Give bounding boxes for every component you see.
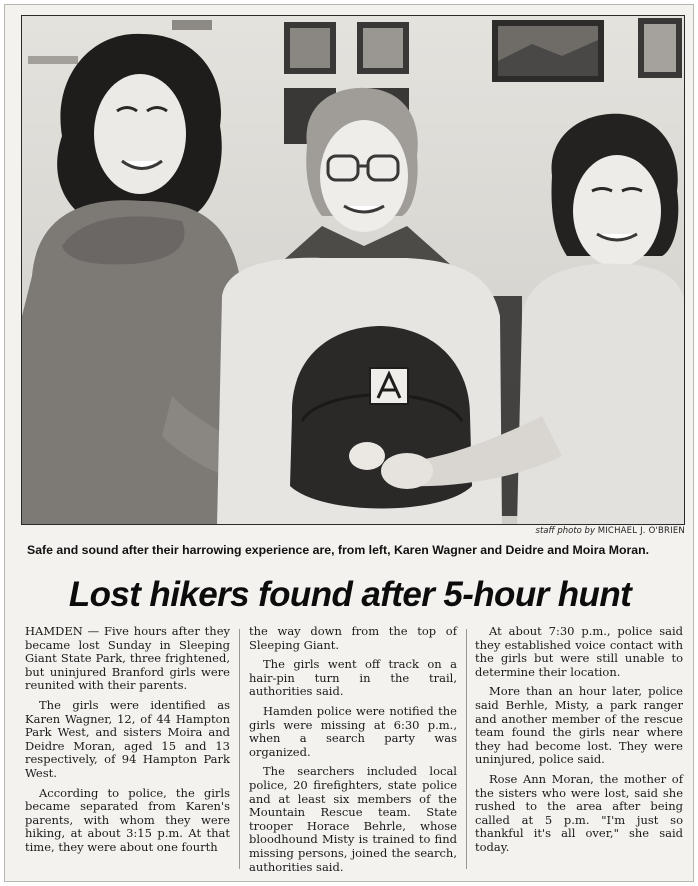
column-divider [466,629,467,869]
article-paragraph: More than an hour later, police said Berhle, Misty, a park ranger and another member of the rescue team found the girls near where they had become lost. They were uninjured, police said. [475,684,683,767]
photo-credit [21,526,685,538]
article-column-2 [249,625,457,880]
article-paragraph: Hamden police were notified the girls were missing at 6:30 p.m., when a search party was organized. [249,703,457,759]
article-paragraph: The searchers included local police, 20 firefighters, state police and at least six members of the Mountain Rescue team. State trooper Horace Behrle, whose bloodhound Misty is trained to find missing persons, joined the search, authorities said. [249,764,457,874]
hand [349,442,385,470]
photo-credit-prefix: staff photo by [535,526,595,536]
article-paragraph: According to police, the girls became separated from Karen's parents, with whom they were hiking, at about 3:15 p.m. At that time, they were about one fourth [25,785,230,854]
photographer-name: MICHAEL J. O'BRIEN [597,526,685,536]
newspaper-clipping [4,4,694,882]
photo-caption: Safe and sound after their harrowing experience are, from left, Karen Wagner and Deidre and Moira Moran. [27,543,650,557]
right-girl-face [573,155,661,267]
wall-frame [290,28,330,68]
article-paragraph: The girls were identified as Karen Wagner, 12, of 44 Hampton Park West, and sisters Moira and Deidre Moran, aged 15 and 13 respectively, of 94 Hampton Park West. [25,697,230,780]
column-divider [239,629,240,869]
article-column-3 [475,625,683,861]
article-column-1 [25,625,230,861]
middle-girl-face [320,120,408,232]
hand [381,453,433,489]
wall-frame [644,24,676,72]
article-paragraph: Rose Ann Moran, the mother of the sisters who were lost, said she rushed to the area after being called at 5 p.m. "I'm just so thankful it's all over," she said today. [475,771,683,854]
article-body [25,625,683,875]
article-paragraph: HAMDEN — Five hours after they became lost Sunday in Sleeping Giant State Park, three frightened, but uninjured Branford girls were reunited with their parents. [25,624,230,693]
right-girl-sweater [517,264,685,525]
left-girl-face [94,74,186,194]
article-paragraph: At about 7:30 p.m., police said they established voice contact with the girls but were still unable to determine their location. [475,624,683,679]
news-photo [21,15,685,525]
article-paragraph: The girls went off track on a hair-pin turn in the trail, authorities said. [249,657,457,699]
headline: Lost hikers found after 5-hour hunt [68,575,632,614]
article-paragraph: the way down from the top of Sleeping Giant. [249,624,457,652]
wall-frame [363,28,403,68]
